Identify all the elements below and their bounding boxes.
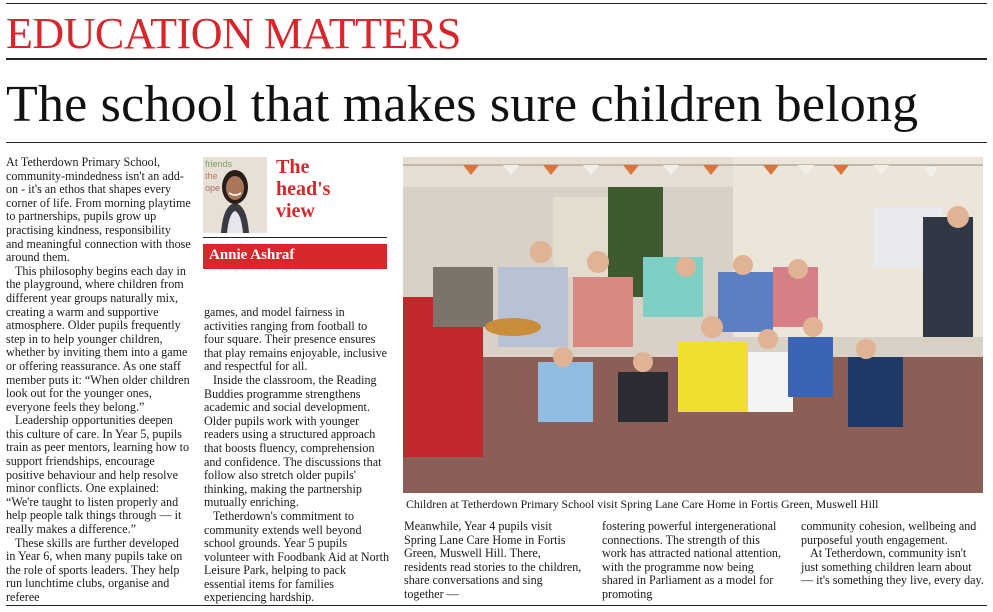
- heads-view-line: view: [276, 200, 315, 222]
- top-rule: [6, 3, 987, 4]
- headline-rule: [6, 142, 987, 143]
- paragraph: Leadership opportunities deepen this culture of care. In Year 5, pupils train as peer mentors, learning how to support friendships, encourage positive behaviour and help resolve minor conflicts. One explained: “We're taught to listen properly and help people talk things through — it really makes a difference.”: [6, 413, 190, 537]
- paragraph: Tetherdown's commitment to community extends well beyond school grounds. Year 5 pupils volunteer with Foodbank Aid at North Leisure Park, helping to pack essential items for families experiencing hardship.: [204, 508, 390, 605]
- heads-view-line: The: [276, 156, 310, 178]
- article-column-3: [404, 520, 584, 602]
- svg-text:ope: ope: [205, 183, 221, 193]
- headline: The school that makes sure children belong: [6, 76, 919, 133]
- paragraph: Inside the classroom, the Reading Buddies programme strengthens academic and social development. Older pupils work with younger readers using a structured approach that boosts fluency, comprehension and confidence. The discussions that follow also stretch older pupils' thinking, making the partnership mutually enriching.: [204, 372, 382, 510]
- article-column-2: [204, 306, 390, 605]
- svg-text:friends: friends: [205, 159, 233, 169]
- section-rule: [6, 58, 987, 60]
- heads-view-rule: [203, 237, 387, 238]
- paragraph: Meanwhile, Year 4 pupils visit Spring Lane Care Home in Fortis Green, Muswell Hill. There, residents read stories to the children, share conversations and sing together —: [404, 519, 582, 601]
- photo-caption: Children at Tetherdown Primary School visit Spring Lane Care Home in Fortis Green, Muswell Hill: [406, 497, 879, 511]
- article-photo: [403, 157, 983, 493]
- article-column-1: [6, 156, 191, 605]
- paragraph: These skills are further developed in Year 6, when many pupils take on the role of sports leaders. They help run lunchtime clubs, organise and referee: [6, 535, 183, 604]
- article-column-4: [602, 520, 784, 602]
- heads-view-line: head's: [276, 178, 331, 200]
- paragraph: community cohesion, wellbeing and purposeful youth engagement.: [801, 519, 977, 547]
- paragraph: games, and model fairness in activities ranging from football to four square. Their presence ensures that play remains enjoyable, inclusive and respectful for all.: [204, 305, 388, 374]
- paragraph: At Tetherdown, community isn't just something children learn about — it's something they live, every day.: [801, 546, 984, 588]
- svg-text:the: the: [205, 171, 218, 181]
- head-portrait: [203, 157, 267, 233]
- paragraph: This philosophy begins each day in the playground, where children from different year groups naturally mix, creating a warm and supportive atmosphere. Older pupils frequently step in to help younger children, whether by inviting them into a game or offering reassurance. As one staff member puts it: “When older children look out for the younger ones, everyone feels they belong.”: [6, 263, 190, 414]
- article-column-5: [801, 520, 986, 588]
- bottom-rule: [6, 605, 987, 606]
- paragraph: At Tetherdown Primary School, community-mindedness isn't an add-on - it's an ethos that shapes every corner of life. From morning playtime to partnerships, pupils grow up practising kindness, responsibility and meaningful connection with those around them.: [6, 155, 191, 265]
- byline: Annie Ashraf: [203, 244, 387, 269]
- paragraph: fostering powerful intergenerational connections. The strength of this work has attracted national attention, with the programme now being shared in Parliament as a model for promoting: [602, 519, 781, 601]
- heads-view-label: [276, 156, 386, 222]
- section-title: EDUCATION MATTERS: [6, 9, 461, 58]
